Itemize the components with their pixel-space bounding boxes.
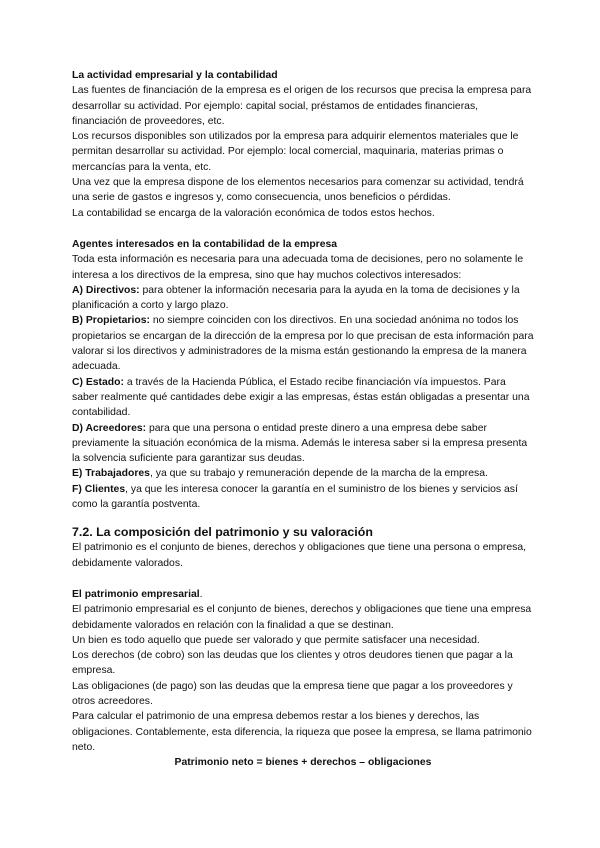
- list-item-label: B) Propietarios:: [72, 315, 150, 327]
- list-item-label: E) Trabajadores: [72, 468, 150, 480]
- list-item: [72, 466, 534, 481]
- paragraph: Una vez que la empresa dispone de los elementos necesarios para comenzar su actividad, tendrá una serie de gastos e ingresos y, como consecuencia, unos beneficios o pérdidas.: [72, 177, 524, 204]
- section-heading-composicion: 7.2. La composición del patrimonio y su valoración: [72, 525, 373, 540]
- list-item-text: a través de la Hacienda Pública, el Estado recibe financiación vía impuestos. Para saber realmente qué cantidades debe exigir a las empresas, éstas están obligadas a presentar una contabilidad.: [72, 376, 530, 419]
- paragraph: Las fuentes de financiación de la empresa es el origen de los recursos que precisa la empresa para desarrollar su actividad. Por ejemplo: capital social, préstamos de entidades financieras, financiación de proveedores, etc.: [72, 85, 532, 127]
- formula: Patrimonio neto = bienes + derechos – obligaciones: [174, 757, 432, 769]
- paragraph: Toda esta información es necesaria para una adecuada toma de decisiones, pero no solamente le interesa a los directivos de la empresa, sino que hay muchos colectivos interesados:: [72, 254, 524, 281]
- paragraph: Para calcular el patrimonio de una empresa debemos restar a los bienes y derechos, las obligaciones. Contablemente, esta diferencia, la riqueza que posee la empresa, se llama patrimonio neto.: [72, 711, 532, 753]
- list-item: [72, 482, 534, 513]
- list-item-text: para que una persona o entidad preste dinero a una empresa debe saber previamente la situación económica de la misma. Además le interesa saber si la empresa presenta la solvencia suficiente para garantizar sus deudas.: [72, 422, 528, 465]
- paragraph: La contabilidad se encarga de la valoración económica de todos estos hechos.: [72, 207, 435, 219]
- list-item: [72, 313, 534, 374]
- section-heading-agentes: Agentes interesados en la contabilidad de la empresa: [72, 238, 338, 250]
- paragraph: El patrimonio empresarial es el conjunto de bienes, derechos y obligaciones que tiene una empresa debidamente valorados en relación con la finalidad a que se destinan.: [72, 604, 532, 631]
- list-item-text: , ya que les interesa conocer la garantía en el suministro de los bienes y servicios así como la garantía postventa.: [72, 483, 518, 511]
- list-item-label: F) Clientes: [72, 483, 126, 495]
- section-heading-actividad: La actividad empresarial y la contabilidad: [72, 70, 278, 81]
- paragraph: Las obligaciones (de pago) son las deudas que la empresa tiene que pagar a los proveedores y otros acreedores.: [72, 680, 513, 707]
- list-item-text: para obtener la información necesaria para la ayuda en la toma de decisiones y la planificación a corto y largo plazo.: [72, 284, 520, 312]
- list-item: [72, 421, 534, 467]
- section-heading-patrimonio-empresarial: [72, 587, 534, 602]
- list-item: [72, 283, 534, 314]
- paragraph: Los recursos disponibles son utilizados por la empresa para adquirir elementos materiales que le permitan desarrollar su actividad. Por ejemplo: local comercial, maquinaria, materias primas o mercancías para la venta, etc.: [72, 131, 519, 173]
- document-page: [72, 68, 534, 770]
- heading-suffix: .: [199, 588, 203, 600]
- list-item-label: D) Acreedores:: [72, 422, 147, 434]
- heading-text: El patrimonio empresarial: [72, 588, 200, 600]
- list-item-text: , ya que su trabajo y remuneración depende de la marcha de la empresa.: [149, 468, 488, 480]
- list-item-label: C) Estado:: [72, 376, 124, 388]
- list-item-label: A) Directivos:: [72, 284, 140, 296]
- paragraph: El patrimonio es el conjunto de bienes, derechos y obligaciones que tiene una persona o empresa, debidamente valorados.: [72, 542, 527, 569]
- paragraph: Los derechos (de cobro) son las deudas que los clientes y otros deudores tienen que pagar a la empresa.: [72, 650, 513, 677]
- list-item-text: no siempre coinciden con los directivos. En una sociedad anónima no todos los propietarios se encargan de la dirección de la empresa por lo que precisan de esta información para valorar si los directivos y administradores de la misma están gestionando la empresa de la manera adecuada.: [72, 315, 534, 373]
- paragraph: Un bien es todo aquello que puede ser valorado y que permite satisfacer una necesidad.: [72, 634, 480, 646]
- list-item: [72, 375, 534, 421]
